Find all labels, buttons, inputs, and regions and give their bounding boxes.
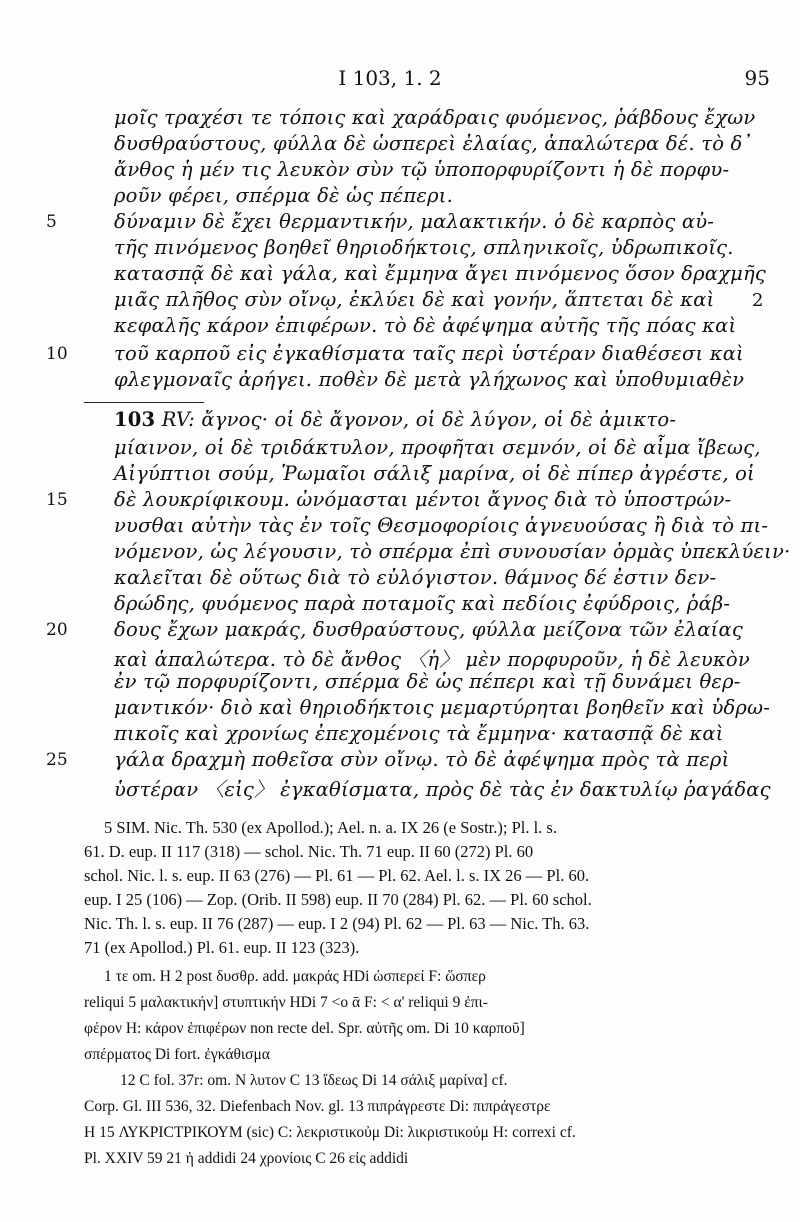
apparatus-line: 12 C fol. 37r: om. N λυτον C 13 ἴδεως Di 14 σάλιξ μαρίνα] cf. [120,1072,508,1089]
main-text-line: μοῖς τραχέσι τε τόποις καὶ χαράδραις φυόμενος, ῥάβδους ἔχων [114,106,756,129]
sources-line: 61. D. eup. II 117 (318) — schol. Nic. Th. 71 eup. II 60 (272) Pl. 60 [84,842,534,861]
main-text-line: τοῦ καρποῦ εἰς ἐγκαθίσματα ταῖς περὶ ὑστέραν διαθέσεσι καὶ [114,342,744,365]
variant-text-line: Αἰγύπτιοι σούμ, Ῥωμαῖοι σάλιξ μαρίνα, οἱ δὲ πίπερ ἀγρέστε, οἱ [114,462,755,485]
variant-text-line: γάλα δραχμὴ ποθεῖσα σὺν οἴνῳ. τὸ δὲ ἀφέψημα πρὸς τὰ περὶ [114,748,730,771]
main-text-line: δύναμιν δὲ ἔχει θερμαντικήν, μαλακτικήν. ὁ δὲ καρπὸς αὐ- [114,210,715,233]
line-number: 15 [46,490,68,510]
variant-text-line: ὑστέραν 〈εἰς〉 ἐγκαθίσματα, πρὸς δὲ τὰς ἐν δακτυλίῳ ῥαγάδας [114,778,771,801]
line-number: 5 [46,212,57,232]
sources-line: schol. Nic. l. s. eup. II 63 (276) — Pl. 61 — Pl. 62. Ael. l. s. IX 26 — Pl. 60. [84,866,590,885]
variant-text-line: ἐν τῷ πορφυρίζοντι, σπέρμα δὲ ὡς πέπερι καὶ τῇ δυνάμει θερ- [114,670,741,693]
variant-text-line: καλεῖται δὲ οὕτως διὰ τὸ εὐλόγιστον. θάμνος δέ ἐστιν δεν- [114,566,717,589]
line-number: 25 [46,750,68,770]
variant-text-line: δους ἔχων μακράς, δυσθραύστους, φύλλα μείζονα τῶν ἐλαίας [114,618,743,641]
line-number: 20 [46,620,68,640]
apparatus-line: σπέρματος Di fort. ἐγκάθισμα [84,1046,270,1063]
variant-text-line: πικοῖς καὶ χρονίως ἐπεχομένοις τὰ ἔμμηνα· κατασπᾷ δὲ καὶ [114,722,724,745]
variant-text-line: μίαινον, οἱ δὲ τριδάκτυλον, προφῆται σεμνόν, οἱ δὲ αἷμα ἴβεως, [114,436,761,459]
sources-line: 5 SIM. Nic. Th. 530 (ex Apollod.); Ael. n. a. IX 26 (e Sostr.); Pl. l. s. [104,818,557,837]
sources-line: Nic. Th. l. s. eup. II 76 (287) — eup. I 2 (94) Pl. 62 — Pl. 63 — Nic. Th. 63. [84,914,590,933]
main-text-line: δυσθραύστους, φύλλα δὲ ὡσπερεὶ ἐλαίας, ἁπαλώτερα δέ. τὸ δ᾽ [114,132,753,155]
apparatus-line: 1 τε om. H 2 post δυσθρ. add. μακράς HDi ὡσπερεί F: ὥσπερ [104,968,486,985]
main-text-line: ἄνθος ἡ μέν τις λευκὸν σὺν τῷ ὑποπορφυρίζοντι ἡ δὲ πορφυ- [114,158,730,181]
running-head [0,66,800,96]
apparatus-line: Corp. Gl. III 536, 32. Diefenbach Nov. gl. 13 πιπράγρεστε Di: πιπράγεστρε [84,1098,551,1115]
variant-text-line: δὲ λουκρίφικουμ. ὠνόμασται μέντοι ἄγνος διὰ τὸ ὑποστρών- [114,488,732,511]
page-number: 95 [744,66,770,90]
apparatus-line: reliqui 5 μαλακτικήν] στυπτικήν HDi 7 <ο ᾱ F: < α' reliqui 9 ἐπι- [84,994,488,1011]
sources-line: eup. I 25 (106) — Zop. (Orib. II 598) eup. II 70 (284) Pl. 62. — Pl. 60 schol. [84,890,592,909]
sources-line: 71 (ex Apollod.) Pl. 61. eup. II 123 (323). [84,938,360,957]
main-text-line: τῆς πινόμενος βοηθεῖ θηριοδήκτοις, σπληνικοῖς, ὑδρωπικοῖς. [114,236,734,259]
variant-text-line [114,408,720,434]
apparatus-line: φέρον H: κάρον ἐπιφέρων non recte del. Spr. αὐτῆς om. Di 10 καρποῦ] [84,1020,525,1037]
apparatus-line: Pl. XXIV 59 21 ἡ addidi 24 χρονίοις C 26 εἰς addidi [84,1150,409,1167]
section-number: 103 [114,408,156,431]
variant-text-line-content: RV: ἄγνος· οἱ δὲ ἄγονον, οἱ δὲ λύγον, οἱ δὲ ἀμικτο- [161,408,677,431]
main-text-line: μιᾶς πλῆθος σὺν οἴνῳ, ἐκλύει δὲ καὶ γονήν, ἅπτεται δὲ καὶ [114,288,715,311]
main-text-line: ροῦν φέρει, σπέρμα δὲ ὡς πέπερι. [114,184,453,207]
apparatus-line: H 15 ΛΥΚΡΙϹΤΡΙΚΟΥΜ (sic) C: λεκριστικοὐμ Di: λικριστικοὐμ H: correxi cf. [84,1124,576,1141]
main-text-line: κεφαλῆς κάρον ἐπιφέρων. τὸ δὲ ἀφέψημα αὐτῆς τῆς πόας καὶ [114,314,737,337]
variant-text-line: μαντικόν· διὸ καὶ θηριοδήκτοις μεμαρτύρηται βοηθεῖν καὶ ὑδρω- [114,696,770,719]
chapter-reference: I 103, 1. 2 [338,66,442,90]
separator-rule [84,402,204,403]
variant-text-line: νόμενον, ὡς λέγουσιν, τὸ σπέρμα ἐπὶ συνουσίαν ὁρμὰς ὑπεκλύειν· [114,540,791,563]
margin-number: 2 [752,290,764,311]
variant-text-line: δρώδης, φυόμενος παρὰ ποταμοῖς καὶ πεδίοις ἐφύδροις, ῥάβ- [114,592,731,615]
main-text-line: φλεγμοναῖς ἀρήγει. ποθὲν δὲ μετὰ γλήχωνος καὶ ὑποθυμιαθὲν [114,368,745,391]
main-text-line: κατασπᾷ δὲ καὶ γάλα, καὶ ἔμμηνα ἄγει πινόμενος ὅσον δραχμῆς [114,262,767,285]
variant-text-line: καὶ ἁπαλώτερα. τὸ δὲ ἄνθος 〈ἡ〉 μὲν πορφυροῦν, ἡ δὲ λευκὸν [114,648,750,671]
line-number: 10 [46,344,68,364]
variant-text-line: νυσθαι αὐτὴν τὰς ἐν τοῖς Θεσμοφορίοις ἁγνευούσας ἢ διὰ τὸ πι- [114,514,769,537]
